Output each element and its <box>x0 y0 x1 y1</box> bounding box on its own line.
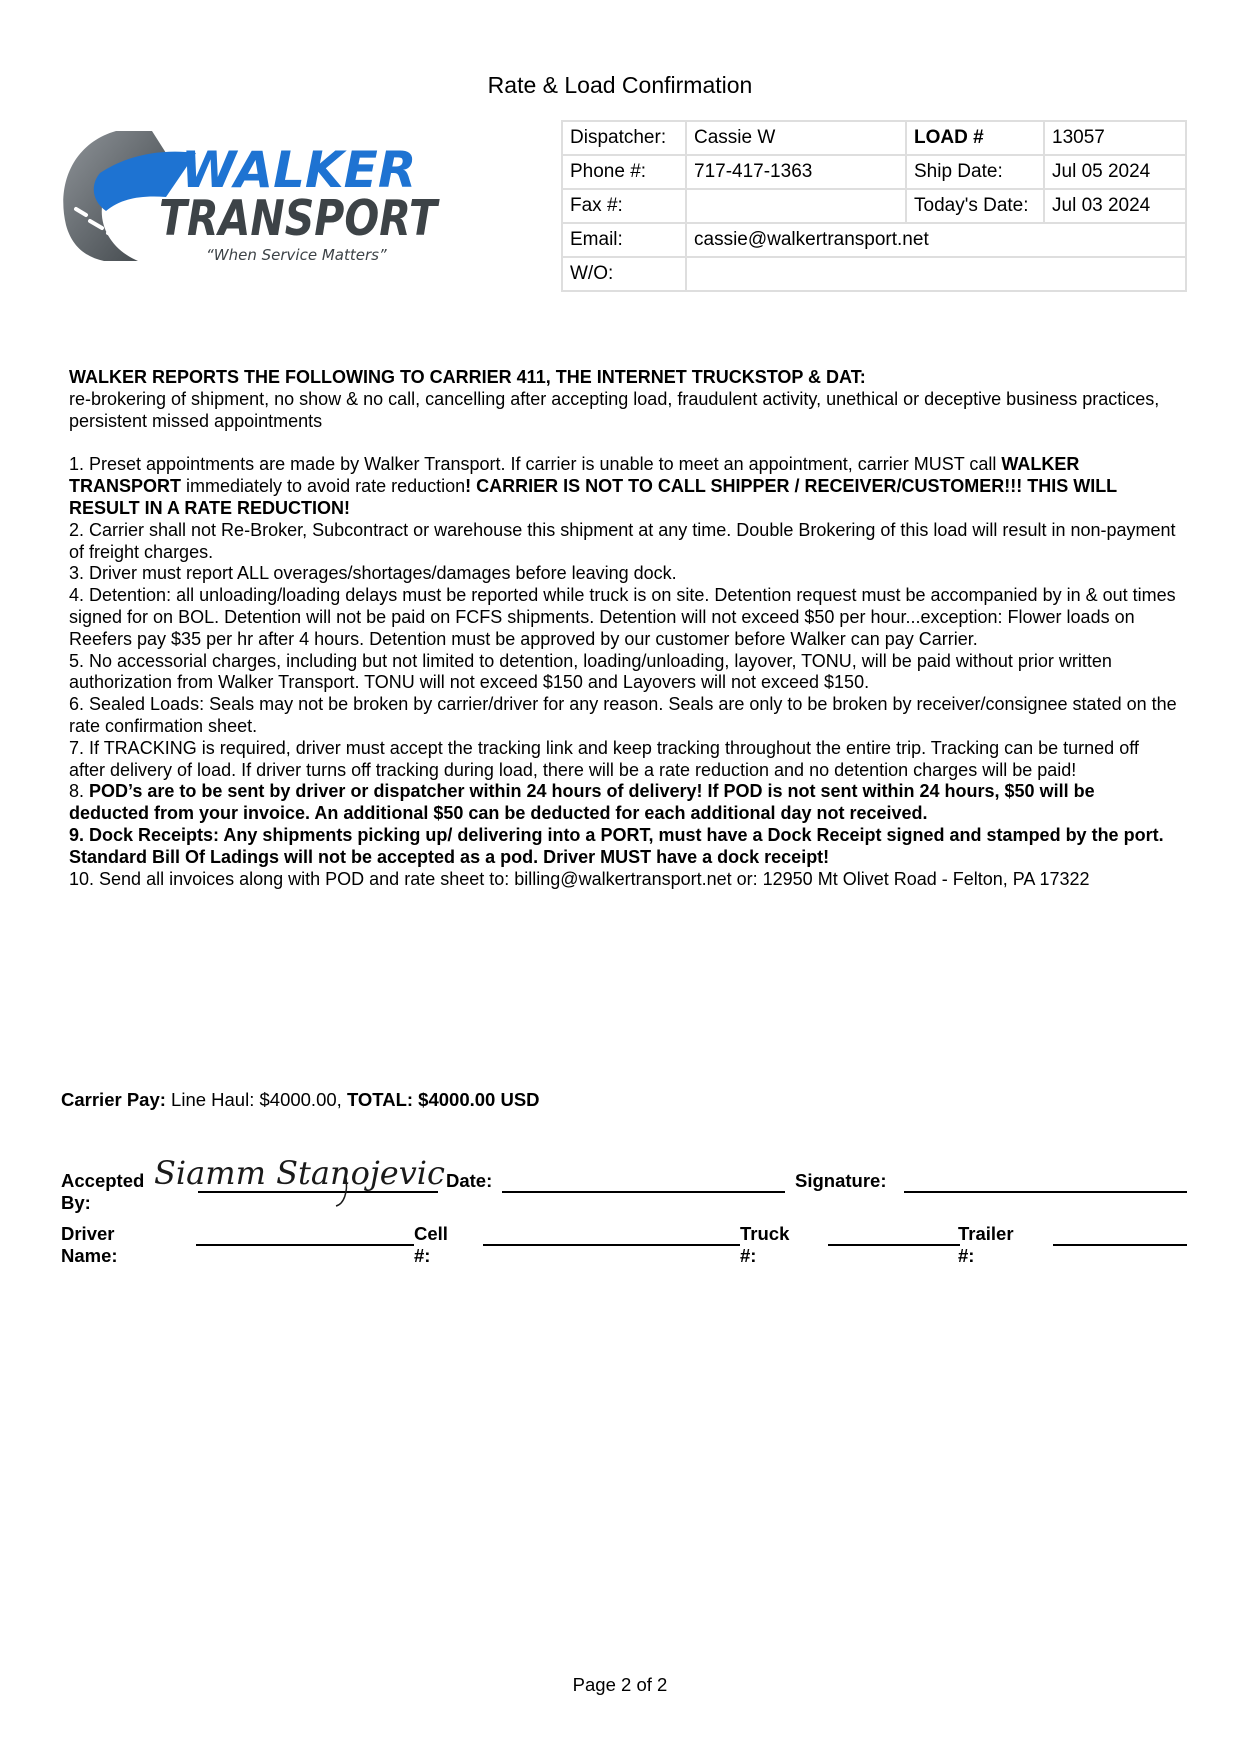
page-number: Page 2 of 2 <box>572 1674 668 1695</box>
terms-intro: re-brokering of shipment, no show & no call, cancelling after accepting load, fraudulent activity, unethical or deceptive business practices, persistent missed appointments <box>69 388 1160 431</box>
term-8 <box>69 781 1179 825</box>
accepted-by-label: Accepted By: <box>61 1170 145 1213</box>
load-number-value: 13057 <box>1044 121 1186 155</box>
term-1 <box>69 454 1179 519</box>
fax-label: Fax #: <box>562 189 686 223</box>
trailer-line[interactable] <box>1053 1244 1187 1246</box>
truck-label: Truck #: <box>740 1223 790 1266</box>
handwritten-signature-text: Siamm Stanojevic <box>154 1154 445 1192</box>
signature-line[interactable] <box>904 1191 1187 1193</box>
walker-transport-logo <box>56 125 441 275</box>
logo-tagline: “When Service Matters” <box>206 246 387 264</box>
terms-section <box>69 367 1179 890</box>
cell-line[interactable] <box>483 1244 740 1246</box>
load-info-table <box>561 120 1187 292</box>
term-1-warning: ! CARRIER IS NOT TO CALL SHIPPER / RECEIVER/CUSTOMER!!! THIS WILL RESULT IN A RATE REDUCTION! <box>69 476 1117 518</box>
term-8-number: 8. <box>69 781 90 802</box>
signature-label: Signature: <box>795 1170 887 1191</box>
phone-value: 717-417-1363 <box>686 155 906 189</box>
term-5: 5. No accessorial charges, including but not limited to detention, loading/unloading, layover, TONU, will be paid without prior written authorization from Walker Transport. TONU will not exceed $150 and Layovers will not exceed $150. <box>69 650 1112 693</box>
carrier-pay <box>61 1089 540 1111</box>
todays-date-value: Jul 03 2024 <box>1044 189 1186 223</box>
todays-date-label: Today's Date: <box>906 189 1044 223</box>
term-1-company: WALKER TRANSPORT <box>69 454 1080 497</box>
driver-name-line[interactable] <box>196 1244 414 1246</box>
trailer-label: Trailer #: <box>958 1223 1014 1266</box>
date-line[interactable] <box>502 1191 785 1193</box>
email-label: Email: <box>562 223 686 257</box>
term-1-text-2: immediately to avoid rate reduction <box>181 476 466 497</box>
term-3: 3. Driver must report ALL overages/shortages/damages before leaving dock. <box>69 563 677 584</box>
ship-date-label: Ship Date: <box>906 155 1044 189</box>
term-8-text: POD’s are to be sent by driver or dispatcher within 24 hours of delivery! If POD is not sent within 24 hours, $50 will be deducted from your invoice. An additional $50 can be deducted for each additional day not received. <box>69 781 1095 824</box>
dispatcher-label: Dispatcher: <box>562 121 686 155</box>
load-number-label: LOAD # <box>906 121 1044 155</box>
line-haul-value: Line Haul: $4000.00, <box>165 1089 347 1110</box>
handwritten-signature <box>150 1148 450 1210</box>
carrier-pay-label: Carrier Pay: <box>61 1089 166 1110</box>
term-4: 4. Detention: all unloading/loading delays must be reported while truck is on site. Detention request must be accompanied by in & out times signed for on BOL. Detention will not be paid on FCFS shipments. Detention will not exceed $50 per hour...exception: Flower loads on Reefers pay $35 per hr after 4 hours. Detention must be approved by our customer before Walker can pay Carrier. <box>69 585 1176 649</box>
term-2: 2. Carrier shall not Re-Broker, Subcontract or warehouse this shipment at any time. Double Brokering of this load will result in non-payment of freight charges. <box>69 519 1176 562</box>
term-6: 6. Sealed Loads: Seals may not be broken by carrier/driver for any reason. Seals are only to be broken by receiver/consignee stated on the rate confirmation sheet. <box>69 694 1177 736</box>
terms-heading: WALKER REPORTS THE FOLLOWING TO CARRIER 411, THE INTERNET TRUCKSTOP & DAT: <box>69 367 866 387</box>
cell-label: Cell #: <box>414 1223 448 1266</box>
wo-label: W/O: <box>562 257 686 291</box>
total-value: TOTAL: $4000.00 USD <box>346 1089 540 1110</box>
term-7: 7. If TRACKING is required, driver must accept the tracking link and keep tracking throughout the entire trip. Tracking can be turned off after delivery of load. If driver turns off tracking during load, there will be a rate reduction and no detention charges will be paid! <box>69 737 1139 780</box>
dispatcher-value: Cassie W <box>686 121 906 155</box>
email-value: cassie@walkertransport.net <box>686 223 1186 257</box>
wo-value <box>686 257 1186 291</box>
fax-value <box>686 189 906 223</box>
term-1-text: 1. Preset appointments are made by Walker Transport. If carrier is unable to meet an appointment, carrier MUST call <box>69 454 1002 475</box>
date-label: Date: <box>446 1170 493 1191</box>
ship-date-value: Jul 05 2024 <box>1044 155 1186 189</box>
term-9: 9. Dock Receipts: Any shipments picking up/ delivering into a PORT, must have a Dock Receipt signed and stamped by the port. Standard Bill Of Ladings will not be accepted as a pod. Driver MUST have a dock receipt! <box>69 824 1164 867</box>
truck-line[interactable] <box>828 1244 960 1246</box>
logo-line1: WALKER <box>181 141 417 199</box>
term-10: 10. Send all invoices along with POD and rate sheet to: billing@walkertransport.net or: 12950 Mt Olivet Road - Felton, PA 17322 <box>69 868 1090 889</box>
logo-line2: TRANSPORT <box>159 190 440 247</box>
phone-label: Phone #: <box>562 155 686 189</box>
page-title: Rate & Load Confirmation <box>487 72 753 98</box>
driver-name-label: Driver Name: <box>61 1223 118 1266</box>
